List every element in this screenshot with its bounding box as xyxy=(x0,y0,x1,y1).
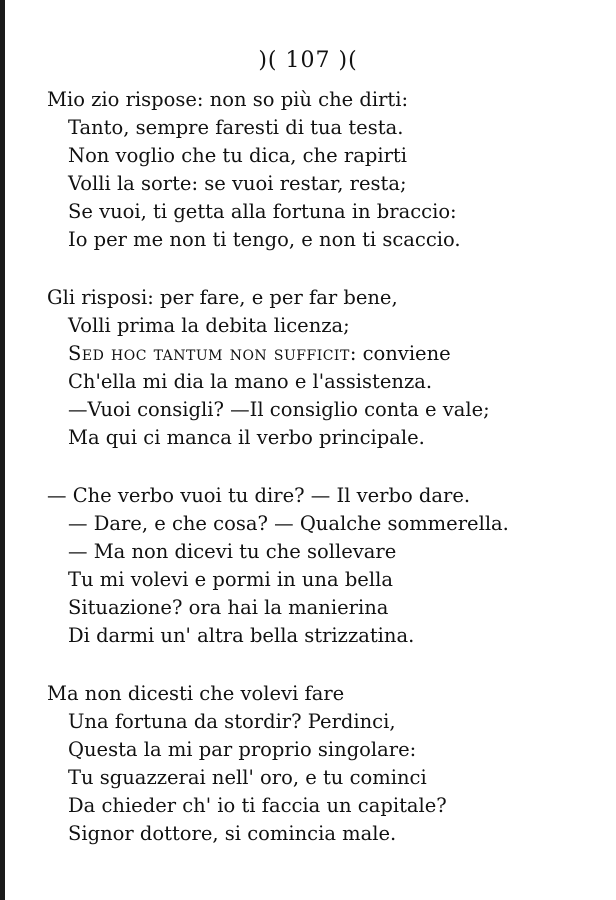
verse-line: Da chieder ch' io ti faccia un capitale? xyxy=(68,794,447,817)
page-number: )( 107 )( xyxy=(258,48,358,73)
verse-line: Volli prima la debita licenza; xyxy=(68,314,350,337)
verse-line: Situazione? ora hai la manierina xyxy=(68,596,389,619)
verse-line: Questa la mi par proprio singolare: xyxy=(68,738,417,761)
binding-edge xyxy=(0,0,5,900)
verse-line: — Che verbo vuoi tu dire? — Il verbo dare. xyxy=(47,484,471,507)
verse-line: Ch'ella mi dia la mano e l'assistenza. xyxy=(68,370,433,393)
verse-line: Signor dottore, si comincia male. xyxy=(68,822,397,845)
verse-line: Io per me non ti tengo, e non ti scaccio. xyxy=(68,228,461,251)
verse-line: Ma non dicesti che volevi fare xyxy=(47,682,345,705)
verse-line-continuation: : conviene xyxy=(349,342,451,365)
verse-line: — Ma non dicevi tu che sollevare xyxy=(68,540,397,563)
verse-line: Mio zio rispose: non so più che dirti: xyxy=(47,88,409,111)
verse-line: Di darmi un' altra bella strizzatina. xyxy=(68,624,415,647)
verse-line: Se vuoi, ti getta alla fortuna in braccio: xyxy=(68,200,457,223)
verse-line: Non voglio che tu dica, che rapirti xyxy=(68,144,407,167)
verse-line: —Vuoi consigli? —Il consiglio conta e vale; xyxy=(68,398,490,421)
latin-phrase: Sed hoc tantum non sufficit xyxy=(68,342,350,365)
verse-line xyxy=(68,340,451,368)
verse-line: Tanto, sempre faresti di tua testa. xyxy=(68,116,404,139)
verse-line: — Dare, e che cosa? — Qualche sommerella. xyxy=(68,512,509,535)
verse-line: Tu sguazzerai nell' oro, e tu cominci xyxy=(68,766,427,789)
verse-line: Una fortuna da stordir? Perdinci, xyxy=(68,710,396,733)
verse-line: Ma qui ci manca il verbo principale. xyxy=(68,426,425,449)
verse-line: Volli la sorte: se vuoi restar, resta; xyxy=(68,172,407,195)
verse-line: Gli risposi: per fare, e per far bene, xyxy=(47,286,398,309)
verse-line: Tu mi volevi e pormi in una bella xyxy=(68,568,393,591)
